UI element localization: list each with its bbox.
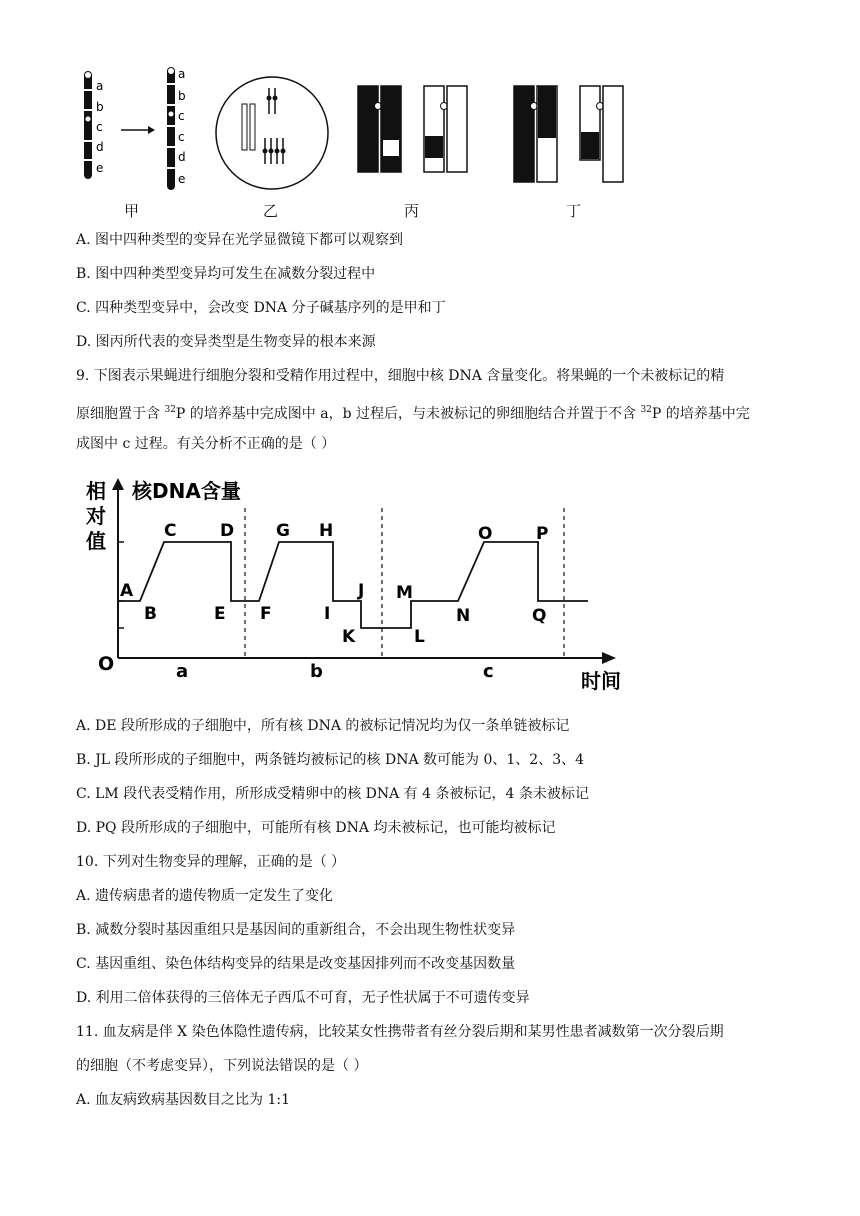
q8-option-a: A. 图中四种类型的变异在光学显微镜下都可以观察到	[76, 232, 404, 248]
point-label: H	[319, 521, 334, 541]
point-label: K	[342, 627, 356, 647]
q9-stem-line3: 成图中 c 过程。有关分析不正确的是（ ）	[76, 436, 336, 452]
gene-label: b	[178, 89, 186, 103]
chart-title: 核DNA含量	[132, 479, 241, 503]
point-label: F	[260, 604, 272, 624]
gene-label: c	[178, 130, 185, 144]
jia-right-chromosome	[166, 67, 176, 190]
point-label: A	[120, 581, 134, 601]
phase-label-c: c	[483, 661, 494, 682]
chromosome-variation-figure	[76, 62, 636, 222]
label-yi: 乙	[263, 202, 279, 220]
q11-option-a: A. 血友病致病基因数目之比为 1:1	[76, 1092, 290, 1108]
point-label: B	[144, 604, 157, 624]
y-axis-label-char: 值	[86, 529, 106, 553]
point-label: O	[478, 524, 493, 544]
gene-label: c	[96, 120, 103, 134]
ding-chromosome-pairs	[514, 86, 623, 182]
gene-label: d	[178, 150, 186, 164]
q9-option-d: D. PQ 段所形成的子细胞中，可能所有核 DNA 均未被标记，也可能均被标记	[76, 820, 556, 836]
x-axis-arrow	[602, 652, 616, 664]
q9-text: P 的培养基中完成图中 a，b 过程后，与未被标记的卵细胞结合并置于不含	[175, 406, 641, 422]
dna-content-line	[118, 542, 588, 628]
gene-label: b	[96, 100, 104, 114]
arrow-icon	[121, 126, 155, 134]
q10-option-d: D. 利用二倍体获得的三倍体无子西瓜不可育，无子性状属于不可遗传变异	[76, 990, 530, 1006]
bing-chromosome-pairs	[358, 86, 467, 172]
point-label: C	[164, 521, 177, 541]
q9-option-c: C. LM 段代表受精作用，所形成受精卵中的核 DNA 有 4 条被标记，4 条未被标记	[76, 786, 589, 802]
point-label: M	[396, 583, 413, 603]
q8-option-d: D. 图丙所代表的变异类型是生物变异的根本来源	[76, 334, 376, 350]
q11-stem-line2: 的细胞（不考虑变异），下列说法错误的是（ ）	[76, 1058, 368, 1074]
gene-label: d	[96, 140, 104, 154]
q9-option-a: A. DE 段所形成的子细胞中，所有核 DNA 的被标记情况均为仅一条单链被标记	[76, 718, 570, 734]
gene-label: a	[178, 67, 186, 81]
point-label: L	[414, 627, 425, 647]
phase-label-a: a	[176, 661, 189, 682]
q9-stem-line1: 9. 下图表示果蝇进行细胞分裂和受精作用过程中，细胞中核 DNA 含量变化。将果蝇的一个未被标记的精	[76, 368, 725, 384]
q9-superscript: 32	[640, 405, 652, 415]
point-label: J	[358, 581, 365, 601]
point-label: E	[214, 604, 226, 624]
yi-cell	[216, 77, 328, 189]
x-axis-label: 时间	[581, 669, 621, 693]
y-axis-label-char: 相	[86, 479, 106, 503]
q8-option-c: C. 四种类型变异中，会改变 DNA 分子碱基序列的是甲和丁	[76, 300, 446, 316]
y-axis-arrow	[112, 478, 124, 490]
q10-option-c: C. 基因重组、染色体结构变异的结果是改变基因排列而不改变基因数量	[76, 956, 516, 972]
point-label: G	[276, 521, 290, 541]
jia-left-chromosome	[83, 71, 93, 179]
q9-superscript: 32	[164, 405, 176, 415]
q8-option-b: B. 图中四种类型变异均可发生在减数分裂过程中	[76, 266, 376, 282]
dna-content-chart	[76, 470, 636, 700]
q9-text: P 的培养基中完	[651, 406, 750, 422]
origin-label: O	[98, 653, 115, 675]
gene-label: e	[178, 172, 186, 186]
point-label: N	[456, 606, 471, 626]
q10-option-b: B. 减数分裂时基因重组只是基因间的重新组合，不会出现生物性状变异	[76, 922, 516, 938]
q11-stem-line1: 11. 血友病是伴 X 染色体隐性遗传病，比较某女性携带者有丝分裂后期和某男性患者减数第一次分裂后期	[76, 1024, 724, 1040]
gene-label: a	[96, 79, 104, 93]
q10-stem: 10. 下列对生物变异的理解，正确的是（ ）	[76, 854, 346, 870]
label-ding: 丁	[566, 202, 582, 220]
label-bing: 丙	[404, 202, 420, 220]
q9-stem-line2	[76, 400, 750, 424]
point-label: Q	[532, 606, 547, 626]
phase-label-b: b	[310, 661, 323, 682]
q9-option-b: B. JL 段所形成的子细胞中，两条链均被标记的核 DNA 数可能为 0、1、2、3、4	[76, 752, 585, 768]
gene-label: e	[96, 161, 104, 175]
point-label: I	[324, 604, 331, 624]
y-axis-label-char: 对	[86, 504, 106, 528]
q10-option-a: A. 遗传病患者的遗传物质一定发生了变化	[76, 888, 334, 904]
label-jia: 甲	[124, 202, 140, 220]
point-label: D	[220, 521, 235, 541]
point-label: P	[536, 524, 549, 544]
q9-text: 原细胞置于含	[76, 406, 165, 422]
gene-label: c	[178, 109, 185, 123]
